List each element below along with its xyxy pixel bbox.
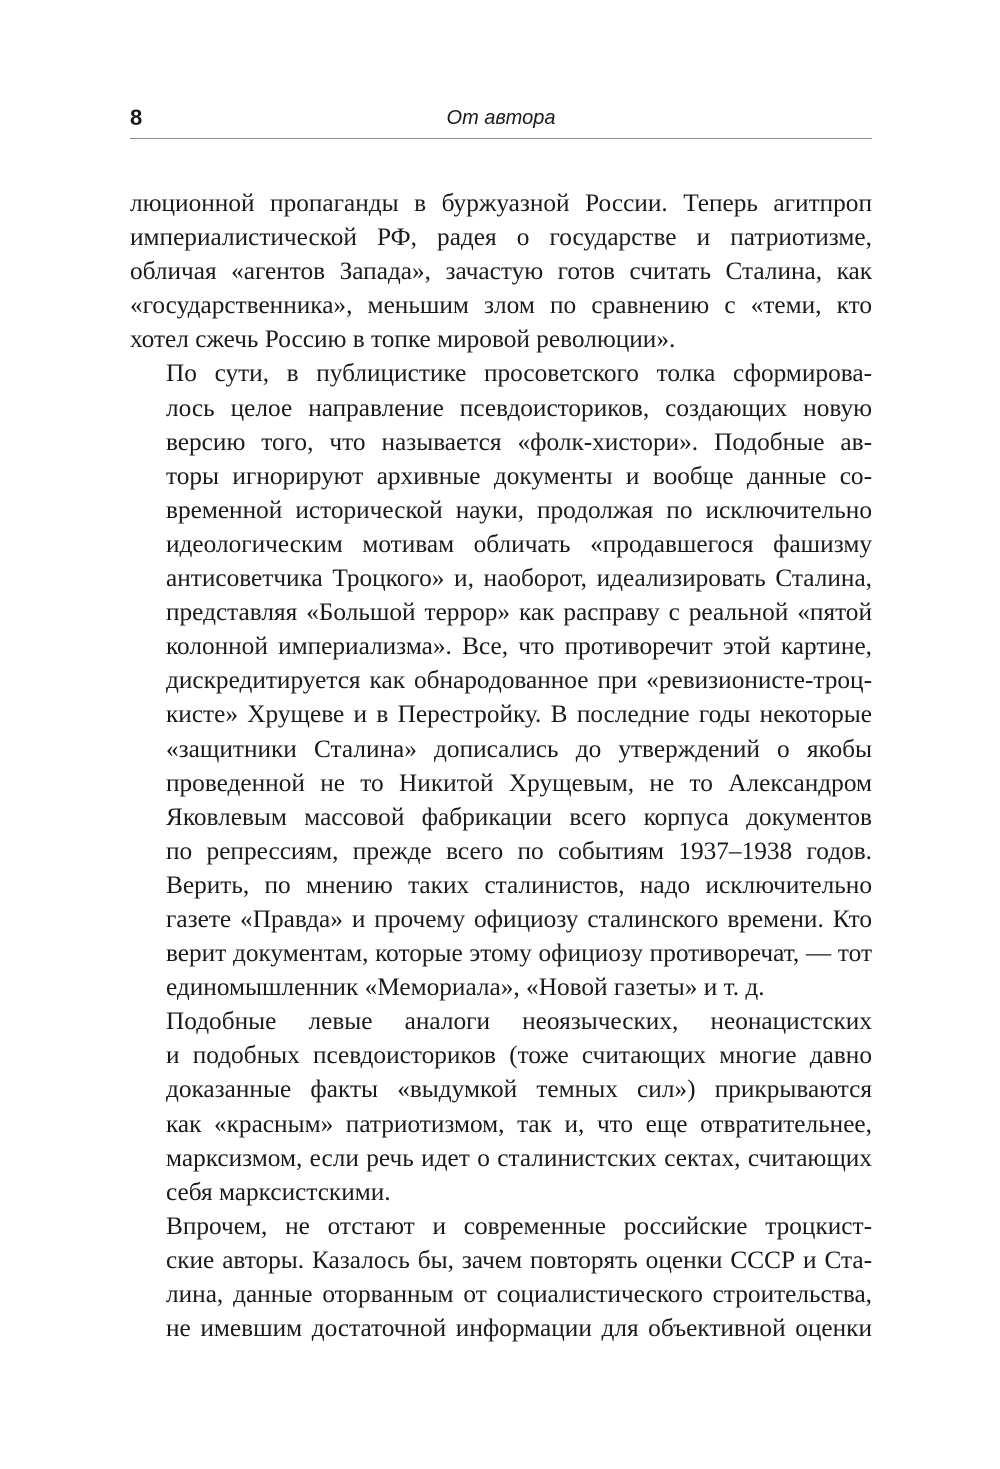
text-line: кисте» Хрущеве и в Перестройку. В последние годы некоторые [166, 700, 872, 729]
text-line: доказанные факты «выдумкой темных сил») прикрываются [166, 1075, 872, 1104]
text-line: ские авторы. Казалось бы, зачем повторять оценки СССР и Ста- [166, 1245, 872, 1274]
text-line: временной исторической науки, продолжая по исключительно [166, 495, 872, 524]
text-line: Верить, по мнению таких сталинистов, надо исключительно [166, 870, 872, 899]
text-line: По сути, в публицистике просоветского толка сформирова- [166, 359, 872, 388]
running-head: От автора [446, 107, 556, 129]
text-line: торы игнорируют архивные документы и вообще данные со- [166, 461, 872, 490]
paragraph [130, 1004, 872, 1209]
text-line: идеологическим мотивам обличать «продавшегося фашизму [166, 529, 872, 558]
text-line: Подобные левые аналоги неоязыческих, неонацистских [166, 1007, 872, 1036]
text-line: верит документам, которые этому официозу противоречат, — тот [166, 939, 872, 968]
text-line: себя марксистскими. [166, 1177, 391, 1206]
text-line: лось целое направление псевдоисториков, создающих новую [166, 393, 872, 422]
page-body-text [130, 186, 872, 1345]
text-line: представляя «Большой террор» как расправу с реальной «пятой [166, 598, 872, 627]
text-line: хотел сжечь Россию в топке мировой революции». [130, 325, 676, 354]
text-line: Яковлевым массовой фабрикации всего корпуса документов [166, 802, 872, 831]
text-line: газете «Правда» и прочему официозу сталинского времени. Кто [166, 904, 872, 933]
text-line: империалистической РФ, радея о государстве и патриотизме, [130, 223, 872, 252]
page-header [130, 104, 872, 139]
text-line: колонной империализма». Все, что противоречит этой картине, [166, 632, 872, 661]
text-line: обличая «агентов Запада», зачастую готов считать Сталина, как [130, 257, 872, 286]
text-line: проведенной не то Никитой Хрущевым, не то Александром [166, 768, 872, 797]
text-line: единомышленник «Мемориала», «Новой газеты» и т. д. [166, 973, 765, 1002]
text-line: и подобных псевдоисториков (тоже считающих многие давно [166, 1041, 872, 1070]
text-line: дискредитируется как обнародованное при «ревизионисте-троц- [166, 666, 872, 695]
paragraph [130, 186, 872, 356]
text-line: Впрочем, не отстают и современные российские троцкист- [166, 1211, 872, 1240]
text-line: версию того, что называется «фолк-хистори». Подобные ав- [166, 427, 872, 456]
text-line: марксизмом, если речь идет о сталинистских сектах, считающих [166, 1143, 872, 1172]
text-line: не имевшим достаточной информации для объективной оценки [166, 1314, 872, 1343]
paragraph [130, 1209, 872, 1345]
text-line: люционной пропаганды в буржуазной России. Теперь агитпроп [130, 189, 872, 217]
page-number: 8 [130, 105, 143, 130]
text-line: «защитники Сталина» дописались до утверждений о якобы [166, 734, 872, 763]
text-line: «государственника», меньшим злом по сравнению с «теми, кто [130, 291, 872, 320]
paragraph [130, 356, 872, 1004]
text-line: антисоветчика Троцкого» и, наоборот, идеализировать Сталина, [166, 564, 872, 593]
text-line: как «красным» патриотизмом, так и, что еще отвратительнее, [166, 1109, 872, 1138]
text-line: лина, данные оторванным от социалистического строительства, [166, 1280, 872, 1308]
text-line: по репрессиям, прежде всего по событиям 1937–1938 годов. [166, 836, 872, 865]
